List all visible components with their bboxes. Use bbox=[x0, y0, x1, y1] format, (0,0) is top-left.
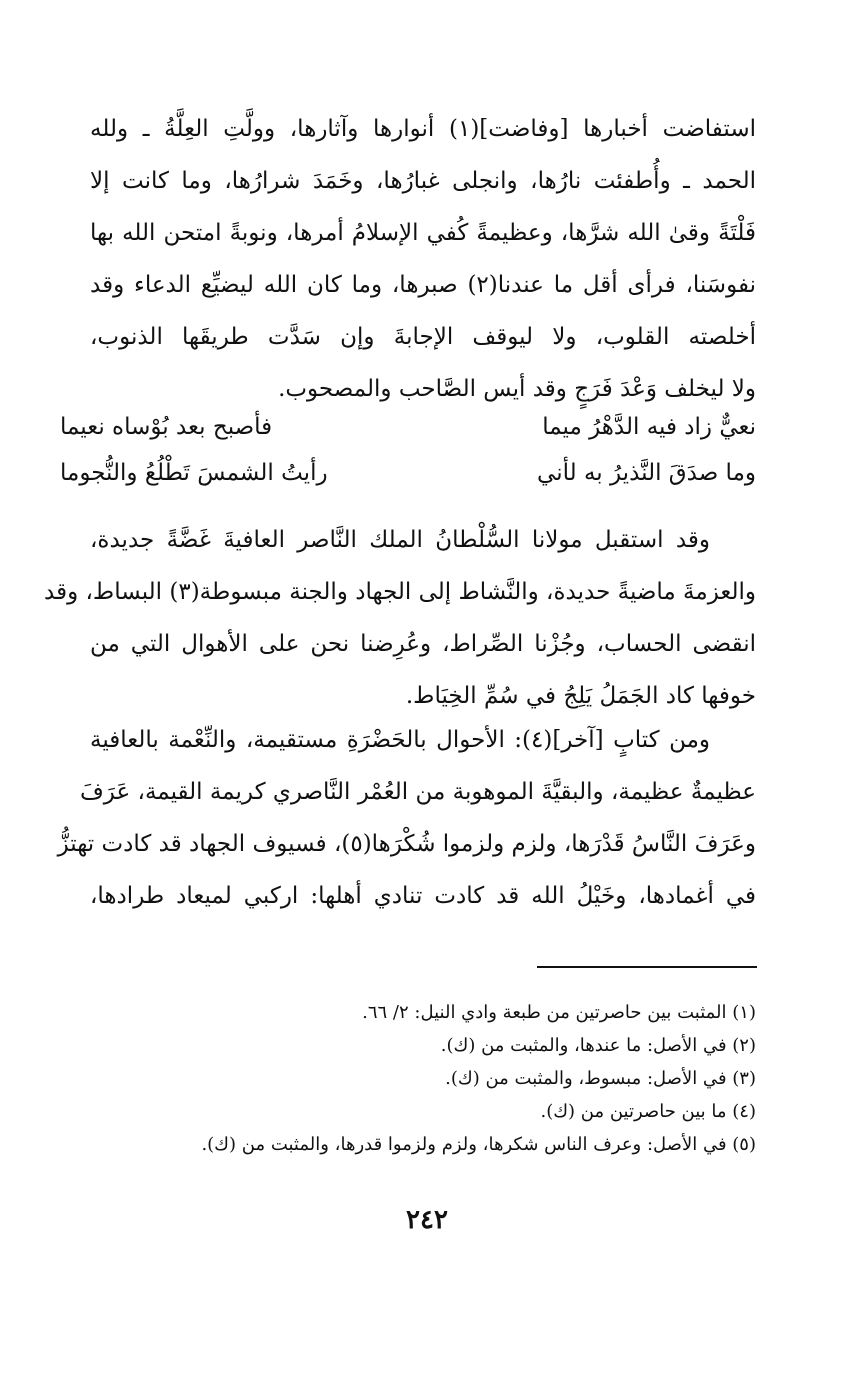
paragraph-1-line: استفاضت أخبارها [وفاضت](١) أنوارها وآثارها، وولَّتِ العِلَّةُ ـ ولله bbox=[90, 116, 756, 142]
footnote: (٤) ما بين حاصرتين من (ك). bbox=[540, 1101, 756, 1122]
paragraph-1-line: فَلْتَةً وقىٰ الله شرَّها، وعظيمةً كُفي الإسلامُ أمرها، ونوبةً امتحن الله بها bbox=[90, 220, 756, 246]
paragraph-2-line: خوفها كاد الجَمَلُ يَلِجُ في سُمِّ الخِيَاط. bbox=[405, 683, 756, 709]
paragraph-2 bbox=[44, 514, 756, 722]
footnote: (٣) في الأصل: مبسوط، والمثبت من (ك). bbox=[445, 1068, 756, 1089]
footnote: (٢) في الأصل: ما عندها، والمثبت من (ك). bbox=[440, 1035, 756, 1056]
paragraph-1-line: ولا ليخلف وَعْدَ فَرَجٍ وقد أيس الصَّاحب والمصحوب. bbox=[278, 376, 756, 402]
paragraph-3-line: وعَرَفَ النَّاسُ قَدْرَها، ولزم ولزموا شُكْرَها(٥)، فسيوف الجهاد قد كادت تهتزُّ bbox=[57, 831, 756, 857]
poem-verses bbox=[60, 404, 756, 496]
paragraph-1-line: نفوسَنا، فرأى أقل ما عندنا(٢) صبرها، وما كان الله ليضيِّع الدعاء وقد bbox=[90, 272, 756, 298]
verse-second-hemistich: فأصبح بعد بُوْساه نعيما bbox=[60, 414, 273, 440]
paragraph-3-line: في أغمادها، وخَيْلُ الله قد كادت تنادي أهلها: اركبي لميعاد طرادها، bbox=[90, 883, 756, 909]
footnote-separator bbox=[537, 966, 757, 968]
paragraph-3-line: عظيمةٌ عظيمة، والبقيَّةَ الموهوبة من العُمْر النَّاصري كريمة القيمة، عَرَفَ bbox=[79, 779, 756, 805]
verse-first-hemistich: وما صدَقَ النَّذيرُ به لأني bbox=[537, 460, 756, 486]
footnote: (١) المثبت بين حاصرتين من طبعة وادي النيل: ٢/ ٦٦. bbox=[362, 1002, 756, 1023]
paragraph-1-line: الحمد ـ وأُطفئت نارُها، وانجلى غبارُها، وخَمَدَ شرارُها، وما كانت إلا bbox=[90, 168, 756, 194]
paragraph-2-line: وقد استقبل مولانا السُّلْطانُ الملك النَّاصر العافيةَ غَضَّةً جديدة، bbox=[90, 527, 710, 553]
page-number: ٢٤٢ bbox=[406, 1205, 448, 1235]
paragraph-3-line: ومن كتابٍ [آخر](٤): الأحوال بالحَضْرَةِ مستقيمة، والنِّعْمة بالعافية bbox=[90, 727, 711, 753]
paragraph-2-line: والعزمةَ ماضيةً حديدة، والنَّشاط إلى الجهاد والجنة مبسوطة(٣) البساط، وقد bbox=[44, 579, 756, 605]
verse-row bbox=[60, 404, 756, 450]
paragraph-1-line: أخلصته القلوب، ولا ليوقف الإجابةَ وإن سَدَّت طريقَها الذنوب، bbox=[90, 324, 756, 350]
verse-row bbox=[60, 450, 756, 496]
verse-second-hemistich: رأيتُ الشمسَ تَطْلُعُ والنُّجوما bbox=[60, 460, 328, 486]
verse-first-hemistich: نعيٌّ زاد فيه الدَّهْرُ ميما bbox=[542, 414, 756, 440]
paragraph-1 bbox=[90, 103, 756, 415]
paragraph-3 bbox=[57, 714, 756, 922]
paragraph-2-line: انقضى الحساب، وجُزْنا الصِّراط، وعُرِضنا نحن على الأهوال التي من bbox=[90, 631, 756, 657]
footnotes bbox=[90, 996, 756, 1161]
footnote: (٥) في الأصل: وعرف الناس شكرها، ولزم ولزموا قدرها، والمثبت من (ك). bbox=[201, 1134, 756, 1155]
